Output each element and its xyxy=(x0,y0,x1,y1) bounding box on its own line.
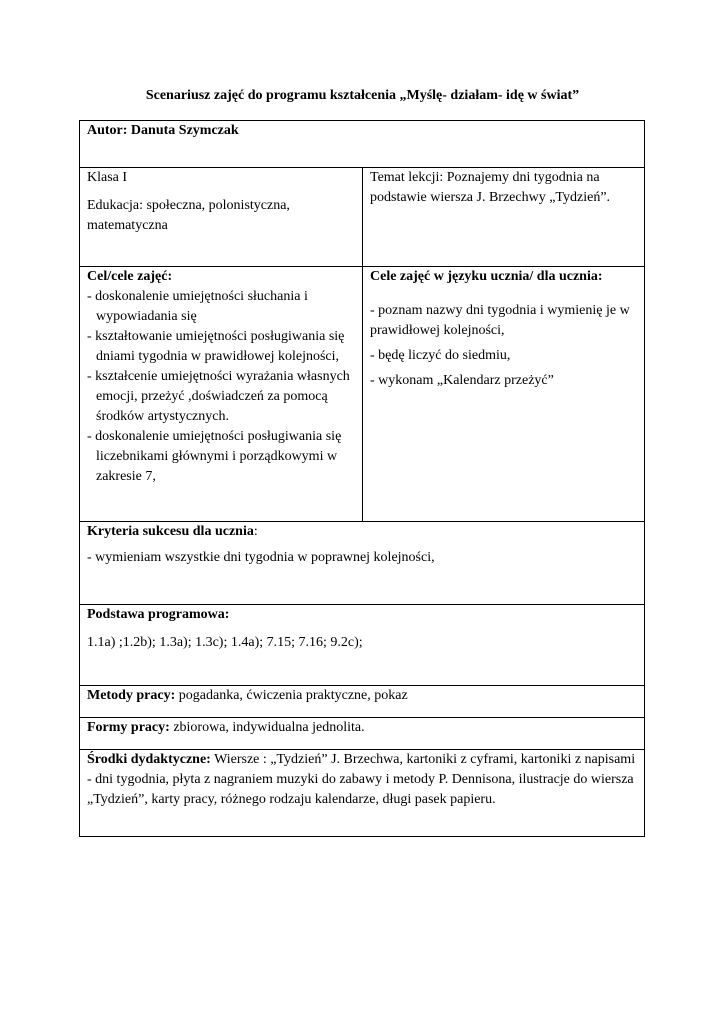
methods-cell xyxy=(80,686,645,718)
author-text: Autor: Danuta Szymczak xyxy=(87,123,239,138)
forms-label: Formy pracy: xyxy=(87,720,170,735)
success-criteria-cell xyxy=(80,522,645,605)
class-cell xyxy=(80,168,363,267)
student-goals-cell xyxy=(363,267,645,522)
student-goal-item: - poznam nazwy dni tygodnia i wymienię je w prawidłowej kolejności, xyxy=(370,303,630,338)
curriculum-basis-cell xyxy=(80,605,645,686)
curriculum-basis-item: 1.1a) ;1.2b); 1.3a); 1.3c); 1.4a); 7.15; 7.16; 9.2c); xyxy=(87,635,363,650)
methods-label: Metody pracy: xyxy=(87,688,176,703)
goal-item: - doskonalenie umiejętności słuchania i wypowiadania się xyxy=(87,289,308,324)
teaching-aids-cell xyxy=(80,750,645,837)
education-text: Edukacja: społeczna, polonistyczna, matematyczna xyxy=(87,198,290,233)
teaching-aids-text: Wiersze : „Tydzień” J. Brzechwa, kartoniki z cyframi, kartoniki z napisami - dni tygodnia, płyta z nagraniem muzyki do zabawy i metody P. Dennisona, ilustracje do wiersza „Tydzień”, karty pracy, różnego rodzaju kalendarze, długi pasek papieru. xyxy=(87,752,636,807)
success-criteria-colon: : xyxy=(253,524,258,539)
success-criteria-heading: Kryteria sukcesu dla ucznia xyxy=(87,524,254,539)
lesson-topic-text: Temat lekcji: Poznajemy dni tygodnia na podstawie wiersza J. Brzechwy „Tydzień”. xyxy=(370,170,611,205)
page-title: Scenariusz zajęć do programu kształcenia „Myślę- działam- idę w świat” xyxy=(145,88,580,103)
goal-item: - kształtowanie umiejętności posługiwania się dniami tygodnia w prawidłowej kolejności, xyxy=(87,329,345,364)
curriculum-basis-heading: Podstawa programowa: xyxy=(87,607,230,622)
lesson-table xyxy=(79,120,645,837)
class-label: Klasa I xyxy=(87,170,128,185)
student-goals-heading: Cele zajęć w języku ucznia/ dla ucznia: xyxy=(370,269,603,284)
student-goal-item: - wykonam „Kalendarz przeżyć” xyxy=(370,373,554,388)
success-criteria-item: - wymieniam wszystkie dni tygodnia w poprawnej kolejności, xyxy=(87,550,435,565)
goal-item: - kształcenie umiejętności wyrażania własnych emocji, przeżyć ,doświadczeń za pomocą środków artystycznych. xyxy=(87,369,350,424)
goal-item: - doskonalenie umiejętności posługiwania się liczebnikami głównymi i porządkowymi w zakresie 7, xyxy=(87,429,342,484)
forms-text: zbiorowa, indywidualna jednolita. xyxy=(169,720,365,735)
forms-cell xyxy=(80,718,645,750)
lesson-topic-cell xyxy=(363,168,645,267)
methods-text: pogadanka, ćwiczenia praktyczne, pokaz xyxy=(175,688,408,703)
goals-cell xyxy=(80,267,363,522)
author-cell xyxy=(80,121,645,168)
goals-heading: Cel/cele zajęć: xyxy=(87,269,173,284)
student-goal-item: - będę liczyć do siedmiu, xyxy=(370,348,511,363)
teaching-aids-label: Środki dydaktyczne: xyxy=(87,752,211,767)
